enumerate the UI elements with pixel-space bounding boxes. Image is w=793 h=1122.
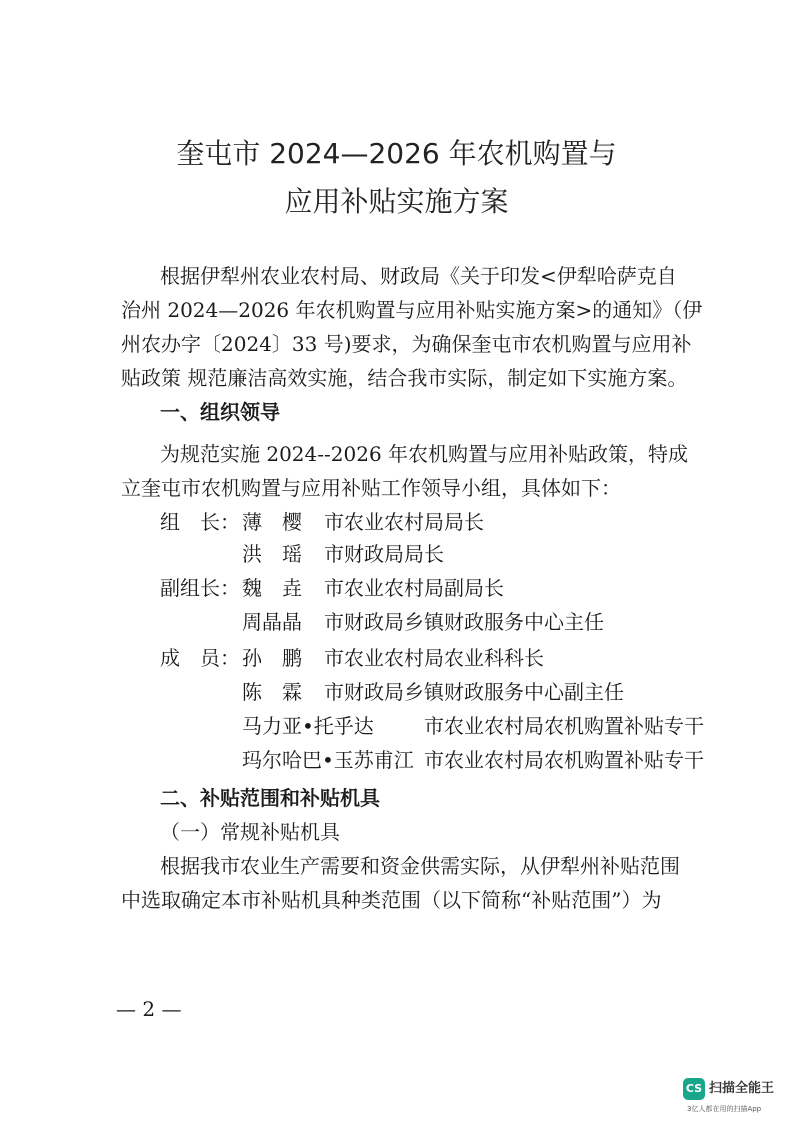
roster-post: 市农业农村局局长 bbox=[324, 510, 484, 534]
roster-post: 市农业农村局副局长 bbox=[324, 576, 504, 600]
watermark-app-name: 扫描全能王 bbox=[709, 1081, 775, 1096]
roster-name: 孙 鹏 bbox=[242, 646, 302, 670]
roster-post: 市农业农村局农机购置补贴专干 bbox=[424, 714, 704, 738]
roster-post: 市农业农村局农机购置补贴专干 bbox=[424, 748, 704, 772]
roster-name: 玛尔哈巴•玉苏甫江 bbox=[242, 748, 414, 772]
document-title-line-2: 应用补贴实施方案 bbox=[284, 185, 509, 218]
roster-role: 成 员： bbox=[160, 646, 240, 670]
intro-paragraph-line: 贴政策 规范廉洁高效实施，结合我市实际，制定如下实施方案。 bbox=[121, 366, 688, 390]
roster-post: 市农业农村局农业科科长 bbox=[324, 646, 544, 670]
page-number: — 2 — bbox=[116, 997, 182, 1021]
roster-role: 组 长： bbox=[160, 510, 240, 534]
section-heading-organization: 一、组织领导 bbox=[160, 400, 280, 424]
roster-name: 洪 瑶 bbox=[242, 542, 302, 566]
scanner-watermark bbox=[683, 1074, 793, 1122]
camscanner-logo-icon: CS bbox=[683, 1078, 705, 1100]
roster-role: 副组长： bbox=[160, 576, 240, 600]
section1-paragraph-line: 为规范实施 2024--2026 年农机购置与应用补贴政策，特成 bbox=[160, 442, 689, 466]
roster-post: 市财政局乡镇财政服务中心副主任 bbox=[324, 680, 624, 704]
roster-name: 薄 樱 bbox=[242, 510, 302, 534]
document-title-line-1: 奎屯市 2024—2026 年农机购置与 bbox=[176, 137, 617, 170]
roster-name: 马力亚•托乎达 bbox=[242, 714, 374, 738]
intro-paragraph-line: 州农办字〔2024〕33 号)要求，为确保奎屯市农机购置与应用补 bbox=[121, 332, 692, 356]
intro-paragraph-line: 根据伊犁州农业农村局、财政局《关于印发<伊犁哈萨克自 bbox=[160, 264, 677, 288]
section1-paragraph-line: 立奎屯市农机购置与应用补贴工作领导小组，具体如下： bbox=[121, 476, 621, 500]
intro-paragraph-line: 治州 2024—2026 年农机购置与应用补贴实施方案>的通知》（伊 bbox=[121, 298, 703, 322]
watermark-tagline: 3亿人都在用的扫描App bbox=[687, 1105, 762, 1113]
section-heading-subsidy-scope: 二、补贴范围和补贴机具 bbox=[160, 786, 380, 810]
subsection-heading-regular-machinery: （一）常规补贴机具 bbox=[160, 820, 340, 844]
roster-name: 周晶晶 bbox=[242, 610, 302, 634]
roster-post: 市财政局乡镇财政服务中心主任 bbox=[324, 610, 604, 634]
section2-paragraph-line: 根据我市农业生产需要和资金供需实际，从伊犁州补贴范围 bbox=[160, 854, 680, 878]
section2-paragraph-line: 中选取确定本市补贴机具种类范围（以下简称“补贴范围”）为 bbox=[121, 888, 662, 912]
roster-name: 魏 垚 bbox=[242, 576, 302, 600]
roster-post: 市财政局局长 bbox=[324, 542, 444, 566]
roster-name: 陈 霖 bbox=[242, 680, 302, 704]
